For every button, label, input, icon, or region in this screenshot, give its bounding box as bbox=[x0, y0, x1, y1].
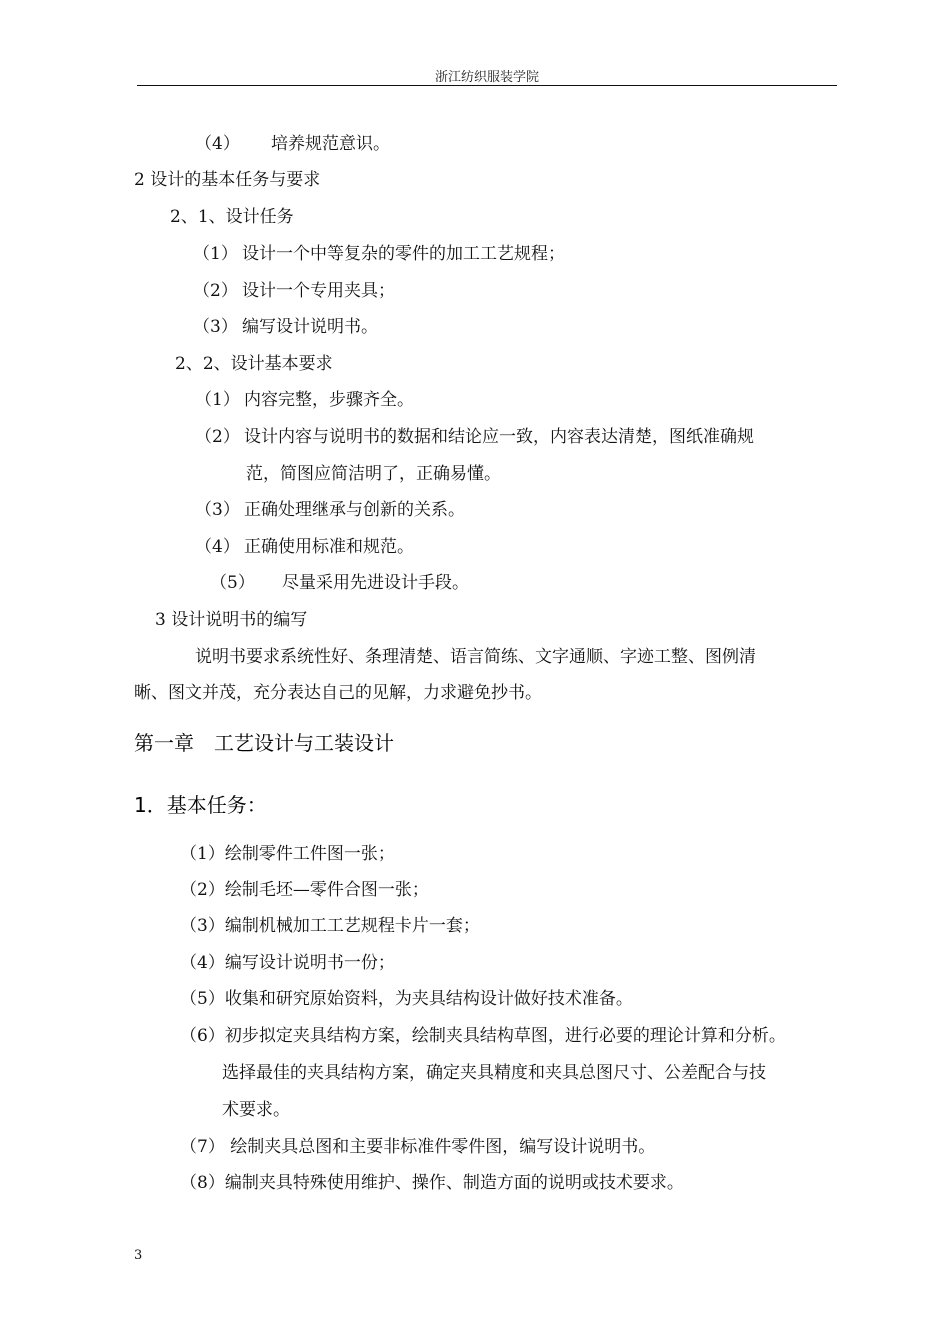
paragraph-line bbox=[195, 425, 754, 449]
item-text: 内容完整，步骤齐全。 bbox=[244, 390, 414, 410]
item-number: （3） bbox=[195, 500, 240, 520]
task-item: （8）编制夹具特殊使用维护、操作、制造方面的说明或技术要求。 bbox=[180, 1173, 684, 1193]
task-item-continued: 选择最佳的夹具结构方案，确定夹具精度和夹具总图尺寸、公差配合与技 bbox=[222, 1063, 766, 1083]
paragraph-line bbox=[193, 242, 565, 266]
subsection-heading: 2、1、设计任务 bbox=[170, 207, 294, 227]
item-text: 设计一个中等复杂的零件的加工工艺规程； bbox=[242, 244, 565, 264]
paragraph-line bbox=[195, 498, 465, 522]
paragraph-line bbox=[193, 315, 378, 339]
paragraph-line bbox=[195, 535, 414, 559]
task-item: （4）编写设计说明书一份； bbox=[180, 953, 395, 973]
chapter-title: 第一章 工艺设计与工装设计 bbox=[134, 731, 394, 755]
item-text: 设计内容与说明书的数据和结论应一致，内容表达清楚，图纸准确规 bbox=[244, 427, 754, 447]
item-text: 培养规范意识。 bbox=[271, 134, 390, 154]
paragraph-line: 晰、图文并茂，充分表达自己的见解，力求避免抄书。 bbox=[134, 683, 542, 703]
item-text: 编写设计说明书。 bbox=[242, 317, 378, 337]
task-item: （6）初步拟定夹具结构方案，绘制夹具结构草图，进行必要的理论计算和分析。 bbox=[180, 1026, 786, 1046]
running-header: 浙江纺织服装学院 bbox=[434, 70, 539, 85]
item-text: 正确使用标准和规范。 bbox=[244, 537, 414, 557]
section-heading: 2 设计的基本任务与要求 bbox=[134, 170, 321, 190]
item-text: 尽量采用先进设计手段。 bbox=[282, 573, 469, 593]
task-item: （3）编制机械加工工艺规程卡片一套； bbox=[180, 916, 480, 936]
subsection-heading: 2、2、设计基本要求 bbox=[175, 354, 333, 374]
task-item: （5）收集和研究原始资料，为夹具结构设计做好技术准备。 bbox=[180, 989, 633, 1009]
page-number: 3 bbox=[134, 1248, 143, 1263]
task-item: （1）绘制零件工件图一张； bbox=[180, 844, 395, 864]
item-number: （1） bbox=[195, 390, 240, 410]
paragraph-line: 范，简图应简洁明了，正确易懂。 bbox=[246, 464, 501, 484]
item-number: （4） bbox=[195, 537, 240, 557]
header-rule bbox=[137, 85, 837, 86]
item-number: （4） bbox=[195, 134, 240, 154]
item-number: （2） bbox=[193, 281, 238, 301]
paragraph-line bbox=[195, 388, 414, 412]
item-text: 正确处理继承与创新的关系。 bbox=[244, 500, 465, 520]
paragraph-line bbox=[195, 132, 390, 156]
item-number: （5） bbox=[210, 573, 255, 593]
item-number: （2） bbox=[195, 427, 240, 447]
section-title: 1．基本任务： bbox=[134, 793, 267, 817]
paragraph-line bbox=[210, 571, 469, 595]
task-item: （2）绘制毛坯—零件合图一张； bbox=[180, 880, 429, 900]
task-item: （7） 绘制夹具总图和主要非标准件零件图，编写设计说明书。 bbox=[180, 1137, 656, 1157]
paragraph-line: 说明书要求系统性好、条理清楚、语言简练、文字通顺、字迹工整、图例清 bbox=[195, 647, 756, 667]
section-heading: 3 设计说明书的编写 bbox=[155, 610, 308, 630]
item-number: （1） bbox=[193, 244, 238, 264]
paragraph-line bbox=[193, 279, 395, 303]
item-text: 设计一个专用夹具； bbox=[242, 281, 395, 301]
item-number: （3） bbox=[193, 317, 238, 337]
task-item-continued: 术要求。 bbox=[222, 1100, 290, 1120]
